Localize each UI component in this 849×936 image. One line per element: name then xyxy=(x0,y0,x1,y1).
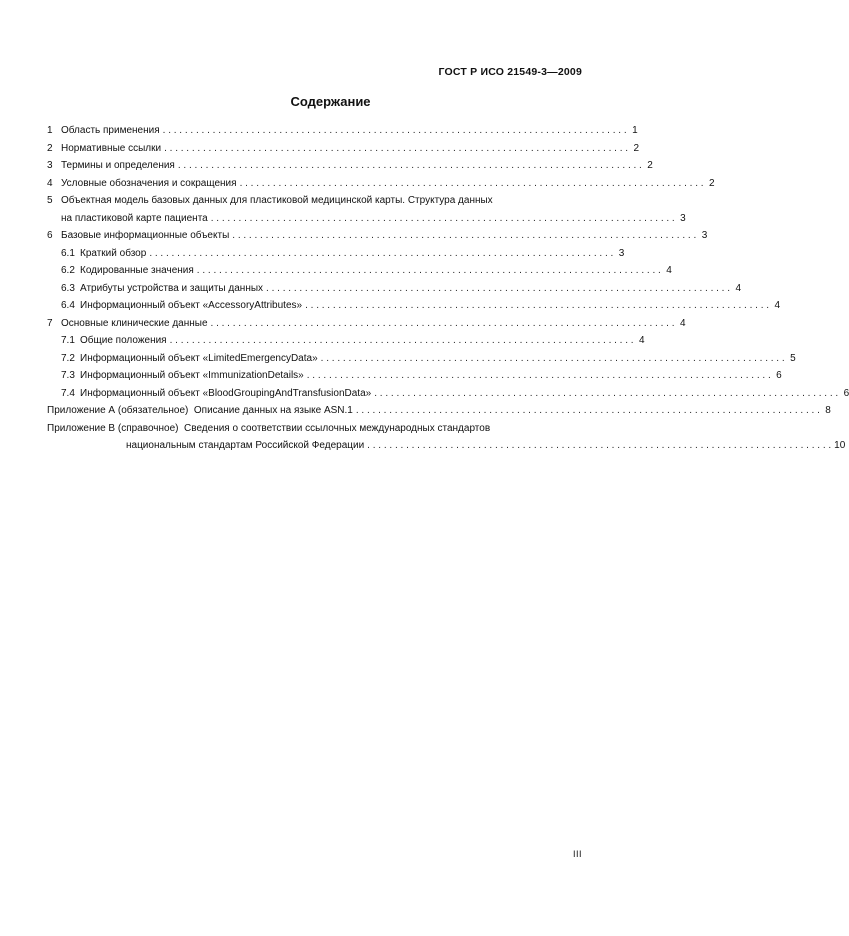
toc-entry-title: Информационный объект «ImmunizationDetails» xyxy=(80,370,304,381)
toc-entry-page: 10 xyxy=(834,440,846,451)
toc-entry-3[interactable] xyxy=(47,157,653,175)
toc-entry-6-3[interactable] xyxy=(47,280,742,298)
toc-entry-page: 2 xyxy=(633,142,640,154)
toc-entry-page: 2 xyxy=(647,160,653,171)
toc-entry-6-1[interactable] xyxy=(47,245,625,263)
toc-leader-dots xyxy=(232,227,696,245)
doc-code-header: ГОСТ Р ИСО 21549-3—2009 xyxy=(438,66,582,78)
toc-leader-dots xyxy=(163,122,627,140)
toc-entry-7-3[interactable] xyxy=(47,367,782,385)
table-of-contents xyxy=(47,122,849,455)
toc-leader-dots xyxy=(178,157,642,175)
toc-leader-dots xyxy=(211,315,675,333)
toc-entry-number: 6.1 xyxy=(61,247,75,259)
toc-leader-dots xyxy=(356,402,820,420)
toc-entry-page: 3 xyxy=(680,212,686,224)
toc-entry-appendix-b-continuation[interactable] xyxy=(47,437,846,455)
toc-entry-number: 7.3 xyxy=(61,370,75,381)
toc-entry-title: Приложение А (обязательное) Описание данных на языке ASN.1 xyxy=(47,405,353,416)
toc-entry-number: 7.1 xyxy=(61,335,75,346)
toc-entry-1[interactable] xyxy=(47,122,638,140)
toc-entry-page: 6 xyxy=(843,387,849,399)
toc-entry-number: 3 xyxy=(47,160,53,171)
toc-entry-number: 5 xyxy=(47,195,53,206)
toc-leader-dots xyxy=(321,350,785,368)
toc-leader-dots xyxy=(374,385,838,403)
toc-leader-dots xyxy=(211,210,675,228)
toc-entry-title: Область применения xyxy=(61,125,160,136)
toc-title: Содержание xyxy=(290,94,371,109)
toc-entry-page: 2 xyxy=(708,177,715,189)
toc-entry-number: 6.4 xyxy=(61,300,75,311)
toc-entry-title: Базовые информационные объекты xyxy=(61,230,230,241)
toc-entry-number: 2 xyxy=(47,142,53,154)
toc-entry-number: 6.3 xyxy=(61,282,75,294)
toc-leader-dots xyxy=(266,280,730,298)
toc-entry-appendix-a[interactable] xyxy=(47,402,831,420)
toc-entry-title: Краткий обзор xyxy=(80,247,147,259)
toc-entry-7-1[interactable] xyxy=(47,332,645,350)
toc-entry-number: 7.4 xyxy=(61,387,75,399)
toc-entry-6[interactable] xyxy=(47,227,708,245)
toc-entry-number: 6 xyxy=(47,230,53,241)
toc-entry-title: Приложение В (справочное) Сведения о соответствии ссылочных международных стандартов xyxy=(47,422,491,434)
toc-entry-page: 8 xyxy=(825,405,831,416)
page-number: III xyxy=(572,849,582,859)
toc-entry-7-2[interactable] xyxy=(47,350,796,368)
toc-entry-4[interactable] xyxy=(47,175,715,193)
toc-entry-page: 6 xyxy=(776,370,782,381)
toc-entry-page: 3 xyxy=(618,247,625,259)
toc-entry-page: 5 xyxy=(790,352,796,364)
toc-leader-dots xyxy=(164,140,628,158)
toc-leader-dots xyxy=(149,245,613,263)
toc-leader-dots xyxy=(307,367,771,385)
toc-entry-title: Нормативные ссылки xyxy=(61,142,162,154)
toc-entry-title: Кодированные значения xyxy=(80,265,194,276)
toc-entry-appendix-b[interactable] xyxy=(47,420,583,438)
toc-entry-6-4[interactable] xyxy=(47,297,781,315)
toc-entry-5-continuation[interactable] xyxy=(47,210,686,228)
toc-entry-page: 3 xyxy=(701,230,708,241)
toc-entry-7-4[interactable] xyxy=(47,385,849,403)
toc-entry-title: на пластиковой карте пациента xyxy=(61,212,208,224)
toc-entry-title: Общие положения xyxy=(80,335,167,346)
toc-entry-title: Информационный объект «AccessoryAttributes» xyxy=(80,300,303,311)
toc-entry-page: 4 xyxy=(735,282,742,294)
toc-entry-title: Объектная модель базовых данных для пластиковой медицинской карты. Структура данных xyxy=(61,195,493,206)
toc-entry-title: Условные обозначения и сокращения xyxy=(61,177,237,189)
toc-entry-5[interactable] xyxy=(47,192,583,210)
toc-entry-title: Основные клинические данные xyxy=(61,317,208,329)
toc-entry-page: 4 xyxy=(639,335,645,346)
toc-entry-number: 7.2 xyxy=(61,352,75,364)
toc-entry-title: Атрибуты устройства и защиты данных xyxy=(80,282,264,294)
toc-entry-page: 1 xyxy=(632,125,638,136)
toc-leader-dots xyxy=(367,437,831,455)
toc-entry-number: 7 xyxy=(47,317,53,329)
toc-entry-page: 4 xyxy=(666,265,672,276)
toc-entry-page: 4 xyxy=(679,317,686,329)
toc-leader-dots xyxy=(197,262,661,280)
toc-entry-7[interactable] xyxy=(47,315,686,333)
toc-entry-title: национальным стандартам Российской Федерации xyxy=(126,440,365,451)
toc-entry-title: Информационный объект «BloodGroupingAndTransfusionData» xyxy=(80,387,372,399)
toc-entry-number: 1 xyxy=(47,125,53,136)
toc-leader-dots xyxy=(240,175,704,193)
toc-entry-2[interactable] xyxy=(47,140,640,158)
toc-entry-title: Информационный объект «LimitedEmergencyData» xyxy=(80,352,318,364)
toc-leader-dots xyxy=(305,297,769,315)
toc-entry-number: 6.2 xyxy=(61,265,75,276)
toc-entry-title: Термины и определения xyxy=(61,160,175,171)
toc-entry-number: 4 xyxy=(47,177,53,189)
toc-entry-6-2[interactable] xyxy=(47,262,672,280)
toc-entry-page: 4 xyxy=(774,300,781,311)
toc-leader-dots xyxy=(170,332,634,350)
